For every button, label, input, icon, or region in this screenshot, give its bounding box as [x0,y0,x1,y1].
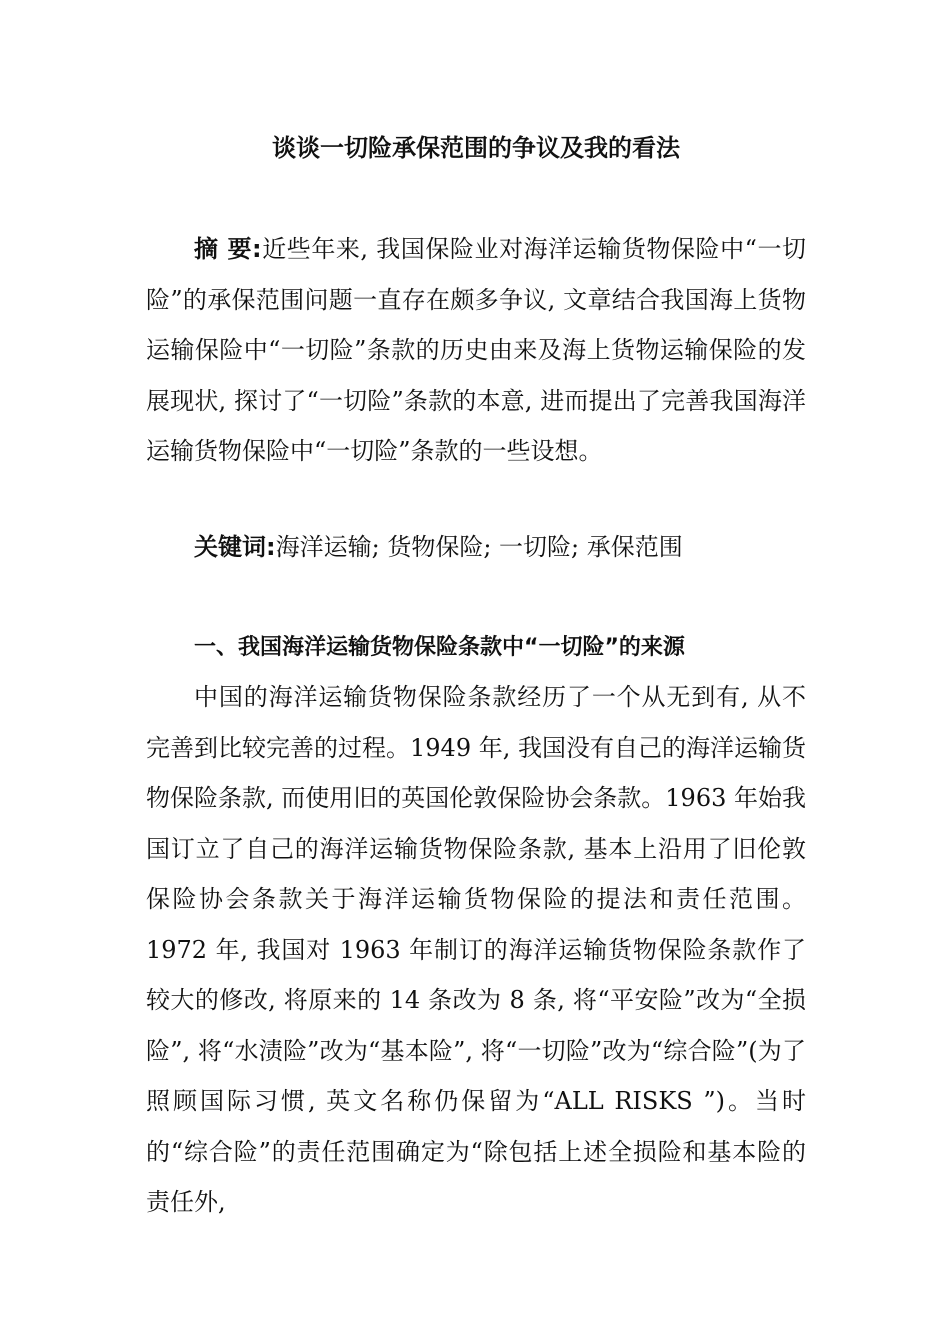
abstract-text: 近些年来, 我国保险业对海洋运输货物保险中“一切险”的承保范围问题一直存在颇多争议, 文章结合我国海上货物运输保险中“一切险”条款的历史由来及海上货物运输保险的发展现状, 探讨了“一切险”条款的本意, 进而提出了完善我国海洋运输货物保险中“一切险”条款的一些设想。 [146,235,807,465]
keywords-label: 关键词: [194,533,276,561]
keywords-paragraph [146,522,806,573]
abstract-paragraph [146,224,806,477]
keywords-text: 海洋运输; 货物保险; 一切险; 承保范围 [275,533,683,561]
section-heading: 一、我国海洋运输货物保险条款中“一切险”的来源 [194,635,685,660]
abstract-label: 摘 要: [194,235,262,263]
body-paragraph: 中国的海洋运输货物保险条款经历了一个从无到有, 从不完善到比较完善的过程。1949 年, 我国没有自己的海洋运输货物保险条款, 而使用旧的英国伦敦保险协会条款。1963 年始我国订立了自己的海洋运输货物保险条款, 基本上沿用了旧伦敦保险协会条款关于海洋运输货物保险的提法和责任范围。1972 年, 我国对 1963 年制订的海洋运输货物保险条款作了较大的修改, 将原来的 14 条改为 8 条, 将“平安险”改为“全损险”, 将“水渍险”改为“基本险”, 将“一切险”改为“综合险”(为了照顾国际习惯, 英文名称仍保留为“ALL RISKS ”)。当时的“综合险”的责任范围确定为“除包括上述全损险和基本险的责任外, [146,683,806,1216]
document-title: 谈谈一切险承保范围的争议及我的看法 [272,134,680,162]
